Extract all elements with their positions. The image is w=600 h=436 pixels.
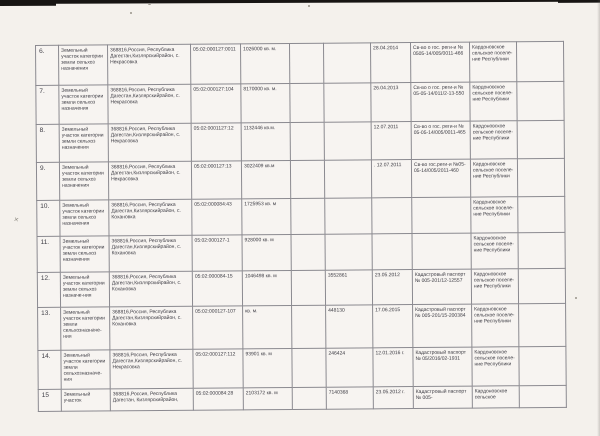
empty-cell bbox=[290, 122, 324, 160]
parcel-description-cell bbox=[61, 307, 110, 350]
empty-cell bbox=[518, 196, 565, 232]
settlement-cell bbox=[470, 82, 517, 121]
cell-text: 7140368 bbox=[328, 389, 349, 396]
registry-number-cell bbox=[326, 387, 373, 409]
empty-cell bbox=[517, 120, 564, 158]
cell-text: Кадастровый паспорт № 005-201/12-12557 bbox=[414, 271, 466, 285]
cell-text: 93901 кв. м bbox=[245, 351, 272, 358]
registry-number-cell bbox=[325, 198, 372, 234]
date-cell bbox=[371, 122, 411, 160]
date-cell bbox=[370, 43, 410, 83]
empty-cell bbox=[519, 385, 566, 407]
cell-text: 3022409 кв.м bbox=[243, 163, 275, 170]
empty-cell bbox=[518, 268, 565, 303]
address-cell bbox=[108, 44, 191, 85]
cell-text: 13. bbox=[41, 309, 51, 317]
area-cell bbox=[242, 270, 291, 305]
cell-text: Кардоновское сельское поселе-ние Республики bbox=[472, 44, 513, 63]
cell-text: . 12.07.2011 bbox=[373, 162, 402, 169]
settlement-cell bbox=[471, 197, 518, 233]
cell-text: 246424 bbox=[328, 350, 346, 357]
cell-text: 1725953 кв. м bbox=[244, 201, 277, 208]
empty-cell bbox=[516, 41, 563, 81]
registry-number-cell bbox=[324, 160, 371, 198]
cell-text: Земельный участок категории земли сельхоз назначения bbox=[62, 202, 105, 227]
cell-text: 26.04.2013 bbox=[373, 85, 399, 92]
settlement-cell bbox=[472, 386, 519, 408]
cell-text: 05:02:000127:0011 bbox=[193, 46, 236, 53]
empty-cell bbox=[517, 81, 564, 120]
cadastral-number-cell bbox=[190, 44, 240, 84]
area-cell bbox=[241, 83, 290, 122]
cell-text: 12.01.2016 г. bbox=[375, 350, 405, 357]
cell-text: 368816,Россия, Республика Дагестан,Кизлярскийрайон, с. Кохановка bbox=[111, 273, 182, 293]
parcel-description-cell bbox=[60, 200, 109, 236]
cell-text: 368816,Россия, Республика Дагестан,Кизлярскийрайон, с. Некрасовка bbox=[110, 125, 181, 145]
date-cell bbox=[372, 234, 412, 270]
row-number-cell bbox=[36, 162, 59, 200]
date-cell bbox=[371, 160, 411, 198]
date-cell bbox=[373, 348, 413, 387]
address-cell bbox=[110, 349, 193, 389]
cell-text: 05:02:000127-1 bbox=[194, 237, 230, 244]
row-number-cell bbox=[36, 45, 59, 85]
registration-document-cell bbox=[413, 304, 472, 347]
parcel-description-cell bbox=[59, 45, 108, 85]
registry-number-cell bbox=[326, 348, 373, 387]
empty-cell bbox=[289, 43, 323, 83]
registration-document-cell bbox=[410, 42, 469, 82]
cadastral-number-cell bbox=[193, 306, 243, 349]
area-cell bbox=[243, 387, 292, 409]
row-number-cell bbox=[37, 200, 60, 236]
parcel-description-cell bbox=[59, 124, 108, 162]
cadastral-number-cell bbox=[192, 235, 242, 271]
table-row bbox=[36, 158, 564, 200]
table-row bbox=[36, 81, 564, 124]
cell-text: Кардоновское сельское поселе-ние Республики bbox=[472, 84, 513, 103]
row-number-cell bbox=[38, 389, 61, 411]
scan-speck bbox=[130, 12, 132, 14]
settlement-cell bbox=[471, 233, 518, 269]
table-row bbox=[37, 268, 565, 307]
cell-text: 368816,Россия, Республика Дагестан,Кизлярскийрайон, с. Некрасовка bbox=[112, 351, 183, 371]
date-cell bbox=[371, 83, 411, 122]
margin-x-mark: × bbox=[13, 214, 20, 225]
cell-text: Кардоновское сельское поселе-ние Республики bbox=[474, 349, 515, 368]
parcel-description-cell bbox=[61, 389, 110, 411]
address-cell bbox=[108, 84, 191, 124]
cell-text: Кардоновское сельское bbox=[474, 388, 508, 401]
cell-text: 368816,Россия, Республика Дагестан,Кизлярскийрайон, с. Кохановка bbox=[111, 201, 181, 221]
cell-text: Св-во о гос. реги-и № 0505-14/005/0011-466 bbox=[413, 44, 464, 58]
registration-document-cell bbox=[412, 197, 471, 233]
empty-cell bbox=[292, 305, 326, 348]
cell-text: 368816,Россия, Республика Дагестан,Кизлярскийрайон, с. Кохановка bbox=[111, 237, 182, 257]
address-cell bbox=[110, 306, 193, 350]
cell-text: 23.05.2012 bbox=[374, 272, 400, 279]
parcel-description-cell bbox=[61, 350, 110, 389]
cell-text: 12.07.2011 bbox=[373, 124, 399, 131]
date-cell bbox=[372, 198, 412, 234]
cell-text: 05:02:0001127:12 bbox=[193, 125, 234, 132]
settlement-cell bbox=[472, 347, 519, 386]
cadastral-number-cell bbox=[191, 123, 241, 161]
address-cell bbox=[109, 271, 192, 307]
address-cell bbox=[110, 388, 193, 411]
settlement-cell bbox=[469, 42, 516, 82]
area-cell bbox=[240, 44, 289, 84]
cadastral-number-cell bbox=[192, 199, 242, 235]
address-cell bbox=[109, 199, 192, 236]
area-cell bbox=[243, 305, 292, 348]
registry-number-cell bbox=[325, 270, 372, 305]
cell-text: 368816,Россия, Республика Дагестан,Кизлярскийрайон, с. Кохановка bbox=[112, 308, 182, 328]
scanned-page bbox=[35, 41, 568, 412]
cell-text: Кардоновское сельское поселе-ние Республики bbox=[473, 271, 515, 290]
cell-text: Земельный участок bbox=[63, 391, 91, 404]
registration-document-cell bbox=[413, 386, 472, 408]
cell-text: 8. bbox=[39, 126, 46, 134]
registry-number-cell bbox=[326, 305, 373, 348]
cell-text: Кардоновское сельское поселе-ние Республики bbox=[473, 235, 514, 254]
registration-document-cell bbox=[411, 82, 470, 121]
table-row bbox=[38, 385, 566, 411]
table-row bbox=[38, 303, 566, 350]
cell-text: 15 bbox=[41, 391, 50, 399]
cadastral-number-cell bbox=[193, 349, 243, 388]
empty-cell bbox=[519, 346, 566, 385]
cell-text: 448130 bbox=[328, 307, 345, 314]
cell-text: 368816,Россия, Республика Дагестан,Кизлярскийрайон, с. Некрасовка bbox=[110, 46, 180, 66]
empty-cell bbox=[292, 387, 326, 409]
cell-text: кв. м. bbox=[245, 308, 258, 315]
date-cell bbox=[373, 305, 413, 348]
table-row bbox=[37, 196, 565, 236]
row-number-cell bbox=[36, 85, 59, 124]
empty-cell bbox=[292, 348, 326, 387]
cell-text: 1132446 кв.м. bbox=[243, 125, 276, 132]
cell-text: 23.05.2012 г. bbox=[375, 389, 405, 396]
empty-cell bbox=[519, 303, 566, 346]
address-cell bbox=[109, 235, 192, 272]
cell-text: 1026000 кв. м. bbox=[243, 46, 277, 53]
cell-text: Кардоновское сельское поселе-ние Республики bbox=[473, 199, 514, 218]
cell-text: 1046498 кв. м bbox=[244, 273, 277, 280]
row-number-cell bbox=[37, 236, 60, 272]
address-cell bbox=[108, 161, 191, 200]
cell-text: 12. bbox=[40, 274, 50, 282]
cell-text: 17.06.2015 bbox=[375, 307, 401, 314]
cell-text: 05:02:000127:112 bbox=[195, 351, 236, 358]
cell-text: Кардоновское сельское поселе-ние Республики bbox=[474, 306, 515, 325]
registry-number-cell bbox=[325, 234, 372, 270]
table-row bbox=[36, 41, 564, 85]
area-cell bbox=[241, 122, 290, 160]
scan-speck bbox=[575, 297, 577, 299]
table-row bbox=[36, 120, 564, 162]
registration-document-cell bbox=[413, 347, 472, 386]
cell-text: Кардоновское сельское поселе-ние Республики bbox=[472, 123, 514, 142]
table-row bbox=[37, 232, 565, 272]
cell-text: 05:02:000127-107 bbox=[195, 308, 236, 315]
cell-text: Земельный участок категории земли сельхоз назначения bbox=[61, 126, 104, 151]
scan-speck bbox=[308, 5, 310, 7]
cell-text: 928000 кв. м bbox=[244, 237, 274, 244]
parcel-description-cell bbox=[59, 85, 108, 124]
cadastral-number-cell bbox=[193, 388, 243, 410]
cadastral-number-cell bbox=[191, 161, 241, 199]
cell-text: 05:02:000084:43 bbox=[194, 201, 232, 208]
empty-cell bbox=[291, 270, 325, 305]
cell-text: Земельный участок категории земли сельхоз назначе-ния bbox=[62, 274, 105, 299]
cell-text: 05:02:000084:28 bbox=[195, 390, 234, 397]
cell-text: 368816,Россия, Республика Дагестан,Кизлярскийрайон, с. Некрасовка bbox=[110, 86, 180, 106]
table-row bbox=[38, 346, 566, 389]
cell-text: 368816,Россия, Республика Дагестан, Кизлярскийрайон, bbox=[112, 390, 179, 404]
cell-text: 10. bbox=[40, 202, 50, 210]
empty-cell bbox=[517, 158, 564, 196]
settlement-cell bbox=[470, 121, 517, 159]
land-parcels-table bbox=[35, 41, 567, 412]
cell-text: 05:02:000127:13 bbox=[193, 163, 232, 170]
registry-number-cell bbox=[323, 43, 370, 83]
cell-text: Кардоновское сельское поселе-ние Республики bbox=[472, 161, 514, 180]
cell-text: 11. bbox=[40, 238, 50, 246]
scan-speck bbox=[148, 4, 151, 5]
area-cell bbox=[243, 348, 292, 387]
cell-text: 368816,Россия, Республика Дагестан,Кизлярскийрайон, с. Некрасовка bbox=[110, 163, 181, 183]
parcel-description-cell bbox=[60, 236, 109, 272]
date-cell bbox=[373, 387, 413, 409]
registration-document-cell bbox=[411, 159, 470, 197]
empty-cell bbox=[291, 234, 325, 270]
cell-text: 05:02:000127:104 bbox=[193, 86, 234, 93]
empty-cell bbox=[518, 232, 565, 268]
cell-text: 2103172 кв. м bbox=[245, 390, 278, 397]
registration-document-cell bbox=[412, 233, 471, 269]
cell-text: 14. bbox=[41, 352, 51, 360]
cadastral-number-cell bbox=[191, 84, 241, 123]
parcel-description-cell bbox=[60, 272, 109, 307]
empty-cell bbox=[291, 198, 325, 234]
cell-text: Кадастровый паспорт № 05/2016/02-1931 bbox=[415, 349, 467, 363]
cell-text: Св-во о гос. реги-и № 05-05-14/005/0011-465 bbox=[413, 123, 466, 137]
cell-text: 7. bbox=[39, 87, 45, 95]
cell-text: 3552861 bbox=[327, 272, 348, 279]
row-number-cell bbox=[38, 350, 61, 389]
cell-text: 9. bbox=[39, 164, 46, 172]
settlement-cell bbox=[472, 304, 519, 347]
registration-document-cell bbox=[411, 121, 470, 159]
area-cell bbox=[242, 198, 291, 234]
area-cell bbox=[242, 234, 291, 270]
cell-text: Св-во о гос. реги-и № 05-05-14/011/2-13-550 bbox=[413, 84, 465, 98]
cell-text: 05:02:000084-15 bbox=[194, 273, 233, 280]
scan-top-edge-artifact bbox=[0, 0, 600, 4]
cell-text: Земельный участок категории земли сельхоз назначения bbox=[62, 238, 105, 263]
address-cell bbox=[108, 123, 191, 162]
area-cell bbox=[241, 160, 290, 198]
cell-text: Земельный участок категории земли сельхоз назначения bbox=[61, 164, 104, 189]
settlement-cell bbox=[471, 269, 518, 304]
cell-text: 6. bbox=[39, 47, 45, 55]
cell-text: Кадастровый паспорт № 005- bbox=[415, 388, 467, 402]
cell-text: 8170000 кв. м. bbox=[243, 86, 277, 93]
date-cell bbox=[372, 270, 412, 305]
cell-text: Земельный участок категории земли сельхоз назначения bbox=[61, 87, 104, 112]
empty-cell bbox=[290, 83, 324, 122]
settlement-cell bbox=[470, 159, 517, 197]
row-number-cell bbox=[38, 307, 61, 350]
row-number-cell bbox=[37, 272, 60, 307]
registration-document-cell bbox=[412, 269, 471, 304]
cadastral-number-cell bbox=[192, 271, 242, 306]
cell-text: Земельный участок категории земли сельхозназначе-ния bbox=[63, 309, 106, 340]
cell-text: Св-во гос.реги-и №05-05-14/005/2011-460 bbox=[413, 161, 466, 175]
cell-text: Земельный участок категории земли сельхозназначе-ния bbox=[63, 352, 106, 383]
cell-text: Земельный участок категории земли сельхоз назначения bbox=[61, 47, 103, 72]
registry-number-cell bbox=[324, 83, 371, 122]
row-number-cell bbox=[36, 124, 59, 162]
empty-cell bbox=[290, 160, 324, 198]
cell-text: 28.04.2014 bbox=[373, 45, 399, 52]
registry-number-cell bbox=[324, 122, 371, 160]
cell-text: Кадастровый паспорт № 005-201/15-200384 bbox=[415, 306, 466, 320]
parcel-description-cell bbox=[59, 162, 108, 200]
